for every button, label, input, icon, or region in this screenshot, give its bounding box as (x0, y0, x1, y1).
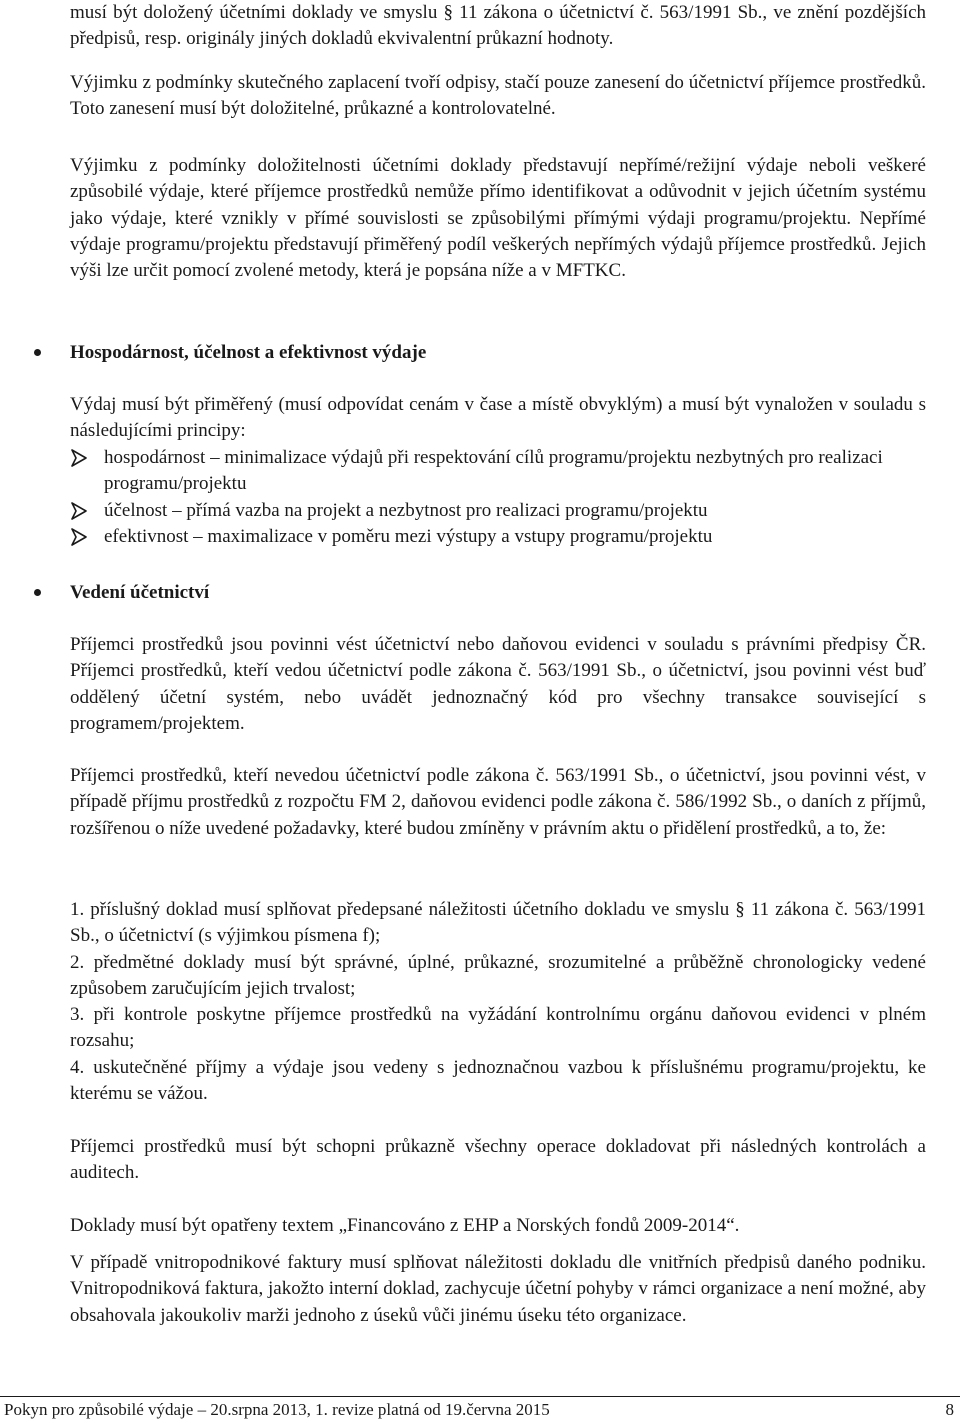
section-heading-economy-text: Hospodárnost, účelnost a efektivnost výdaje (70, 342, 427, 363)
footer-title: Pokyn pro způsobilé výdaje – 20.srpna 2013, 1. revize platná od 19.června 2015 (4, 1400, 550, 1419)
paragraph-tax-records: Příjemci prostředků, kteří nevedou účetnictví podle zákona č. 563/1991 Sb., o účetnictví, jsou povinni vést, v případě příjmu prostředků z rozpočtu FM 2, daňovou evidenci podle zákona č. 586/1992 Sb., o daních z příjmů, rozšířenou o níže uvedené požadavky, které budou zmíněny v právním aktu o přidělení prostředků, a to, že: (70, 765, 926, 839)
section-heading-accounting (70, 580, 209, 606)
principle-economy: hospodárnost – minimalizace výdajů při respektování cílů programu/projektu nezbytných pro realizaci programu/projektu (104, 447, 883, 495)
requirements-list (70, 897, 926, 1107)
bullet-dot-icon (34, 589, 41, 596)
arrowhead-bullet-icon (70, 449, 88, 467)
list-item: 4. uskutečněné příjmy a výdaje jsou vedeny s jednoznačnou vazbou k příslušnému programu/projektu, ke kterému se vážou. (70, 1056, 926, 1105)
list-item: 2. předmětné doklady musí být správné, úplné, průkazné, srozumitelné a průběžně chronologicky vedené způsobem zaručujícím jejich trvalost; (70, 951, 926, 999)
paragraph-depreciation-exception: Výjimku z podmínky skutečného zaplacení tvoří odpisy, stačí pouze zanesení do účetnictví příjemce prostředků. Toto zanesení musí být doložitelné, průkazné a kontrolovatelné. (70, 72, 926, 120)
list-item (70, 445, 926, 498)
paragraph-document-label: Doklady musí být opatřeny textem „Financováno z EHP a Norských fondů 2009-2014“. (70, 1215, 740, 1236)
paragraph-accounting-obligation: Příjemci prostředků jsou povinni vést účetnictví nebo daňovou evidenci v souladu s právními předpisy ČR. Příjemci prostředků, kteří vedou účetnictví podle zákona č. 563/1991 Sb., o účetnictví, jsou povinni vést buď oddělený účetní systém, nebo uvádět jednoznačný kód pro všechny transakce související s programem/projektem. (70, 634, 926, 734)
section-heading-economy (70, 340, 426, 366)
paragraph-internal-invoice: V případě vnitropodnikové faktury musí splňovat náležitosti dokladu dle vnitřních předpisů daného podniku. Vnitropodniková faktura, jakožto interní doklad, zachycuje účetní pohyby v rámci organizace a není možné, aby obsahovala jakoukoliv marži jednoho z úseků vůči jinému úseku této organizace. (70, 1252, 926, 1326)
list-item (70, 498, 926, 524)
section-heading-accounting-text: Vedení účetnictví (70, 582, 210, 603)
paragraph-proof-of-expense: musí být doložený účetními doklady ve smyslu § 11 zákona o účetnictví č. 563/1991 Sb., ve znění pozdějších předpisů, resp. originály jiných dokladů ekvivalentní průkazní hodnoty. (70, 2, 926, 50)
arrowhead-bullet-icon (70, 528, 88, 546)
paragraph-indirect-costs: Výjimku z podmínky doložitelnosti účetními doklady představují nepřímé/režijní výdaje neboli veškeré způsobilé výdaje, které příjemce prostředků nemůže přímo identifikovat a odůvodnit v jejich účetním systému jako výdaje, které vznikly v přímé souvislosti se způsobilými přímými výdaji programu/projektu. Nepřímé výdaje programu/projektu představují přiměřený podíl veškerých nepřímých výdajů příjemce prostředků. Jejich výši lze určit pomocí zvolené metody, která je popsána níže a v MFTKC. (70, 155, 926, 282)
list-item: 3. při kontrole poskytne příjemce prostředků na vyžádání kontrolnímu orgánu daňovou evidenci v plném rozsahu; (70, 1004, 926, 1052)
paragraph-reasonable-expense: Výdaj musí být přiměřený (musí odpovídat cenám v čase a místě obvyklým) a musí být vynaložen v souladu s následujícími principy: (70, 394, 926, 442)
list-item: 1. příslušný doklad musí splňovat předepsané náležitosti účetního dokladu ve smyslu § 11 zákona č. 563/1991 Sb., o účetnictví (s výjimkou písmena f); (70, 899, 926, 947)
paragraph-audit-proof: Příjemci prostředků musí být schopni průkazně všechny operace dokladovat při následných kontrolách a auditech. (70, 1136, 926, 1184)
principles-list (70, 445, 926, 550)
page-number: 8 (945, 1400, 954, 1419)
principle-efficiency: efektivnost – maximalizace v poměru mezi výstupy a vstupy programu/projektu (104, 525, 713, 547)
footer-divider (0, 1396, 960, 1397)
list-item (70, 524, 926, 550)
arrowhead-bullet-icon (70, 502, 88, 520)
bullet-dot-icon (34, 349, 41, 356)
principle-purposefulness: účelnost – přímá vazba na projekt a nezbytnost pro realizaci programu/projektu (104, 499, 708, 521)
